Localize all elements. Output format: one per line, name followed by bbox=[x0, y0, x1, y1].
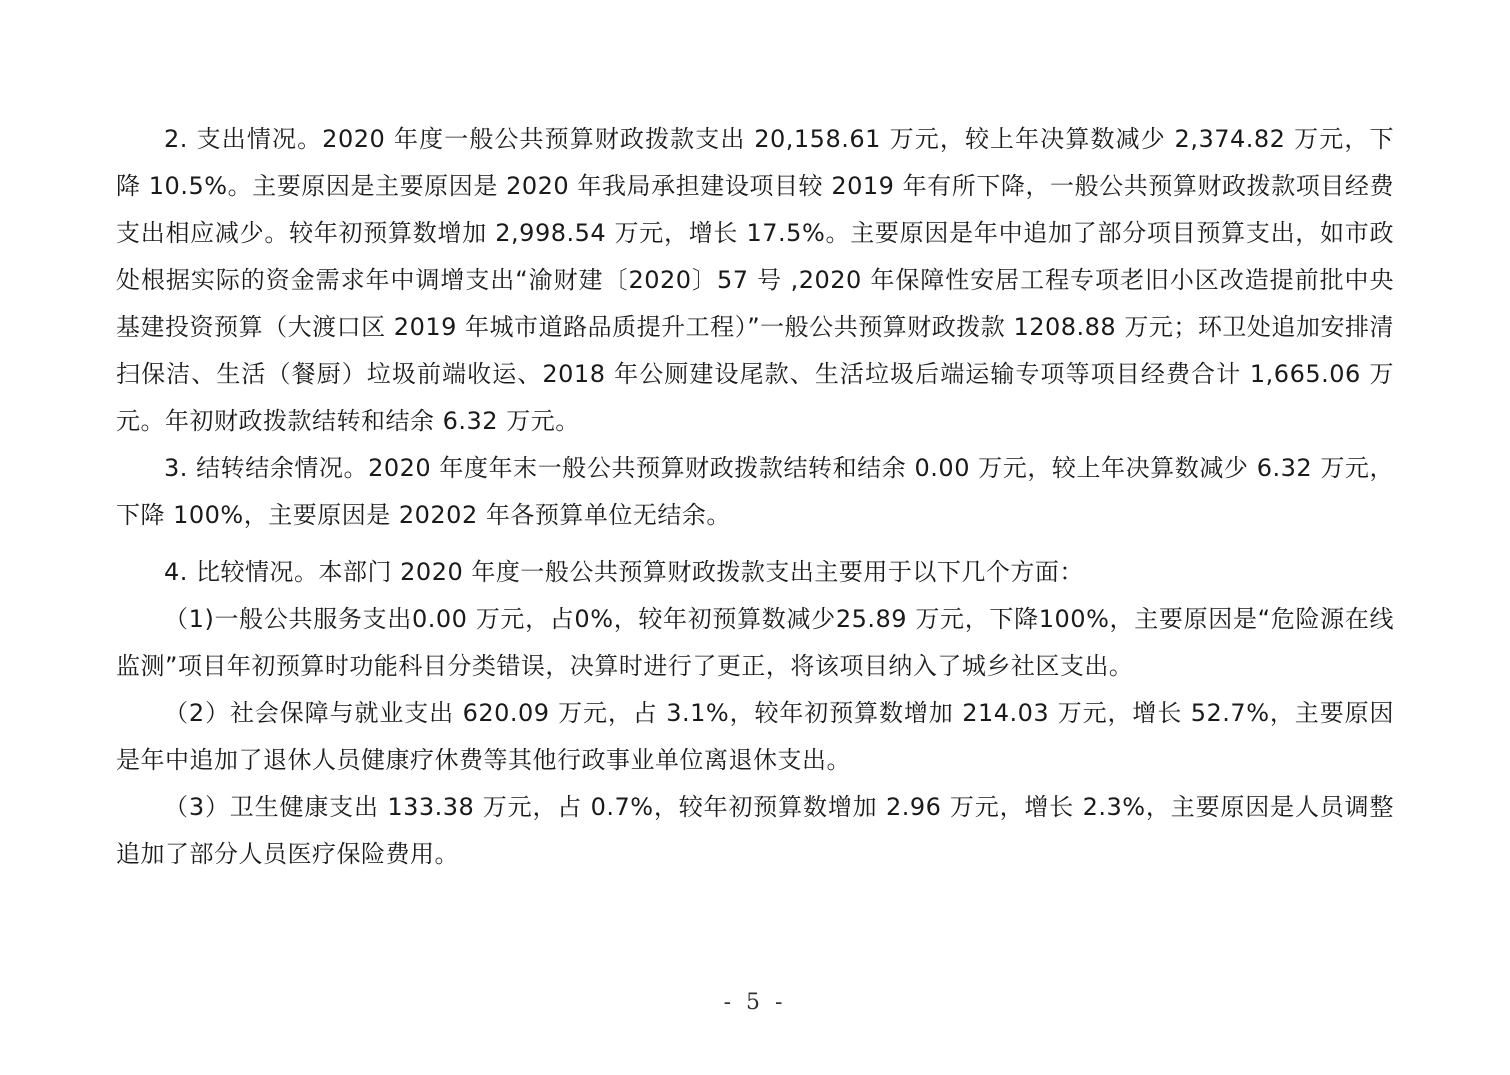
paragraph-expenditure: 2. 支出情况。2020 年度一般公共预算财政拨款支出 20,158.61 万元，较上年决算数减少 2,374.82 万元，下降 10.5%。主要原因是主要原因是 2020 年我局承担建设项目较 2019 年有所下降，一般公共预算财政拨款项目经费支出相应减少。较年初预算数增加 2,998.54 万元，增长 17.5%。主要原因是年中追加了部分项目预算支出，如市政处根据实际的资金需求年中调增支出“渝财建〔2020〕57 号 ,2020 年保障性安居工程专项老旧小区改造提前批中央基建投资预算（大渡口区 2019 年城市道路品质提升工程）”一般公共预算财政拨款 1208.88 万元；环卫处追加安排清扫保洁、生活（餐厨）垃圾前端收运、2018 年公厕建设尾款、生活垃圾后端运输专项等项目经费合计 1,665.06 万元。年初财政拨款结转和结余 6.32 万元。 bbox=[116, 125, 1394, 435]
paragraph-item-1: （1)一般公共服务支出0.00 万元，占0%，较年初预算数减少25.89 万元，下降100%，主要原因是“危险源在线监测”项目年初预算时功能科目分类错误，决算时进行了更正，将该项目纳入了城乡社区支出。 bbox=[116, 605, 1394, 680]
paragraph-item-3: （3）卫生健康支出 133.38 万元，占 0.7%，较年初预算数增加 2.96 万元，增长 2.3%，主要原因是人员调整追加了部分人员医疗保险费用。 bbox=[116, 793, 1394, 868]
document-body bbox=[116, 116, 1394, 878]
paragraph-comparison: 4. 比较情况。本部门 2020 年度一般公共预算财政拨款支出主要用于以下几个方面： bbox=[164, 558, 1084, 586]
page-number: - 5 - bbox=[723, 990, 787, 1015]
paragraph-item-2: （2）社会保障与就业支出 620.09 万元，占 3.1%，较年初预算数增加 214.03 万元，增长 52.7%，主要原因是年中追加了退休人员健康疗休费等其他行政事业单位离退休支出。 bbox=[116, 699, 1394, 774]
paragraph-carryover: 3. 结转结余情况。2020 年度年末一般公共预算财政拨款结转和结余 0.00 万元，较上年决算数减少 6.32 万元，下降 100%，主要原因是 20202 年各预算单位无结余。 bbox=[116, 454, 1394, 529]
